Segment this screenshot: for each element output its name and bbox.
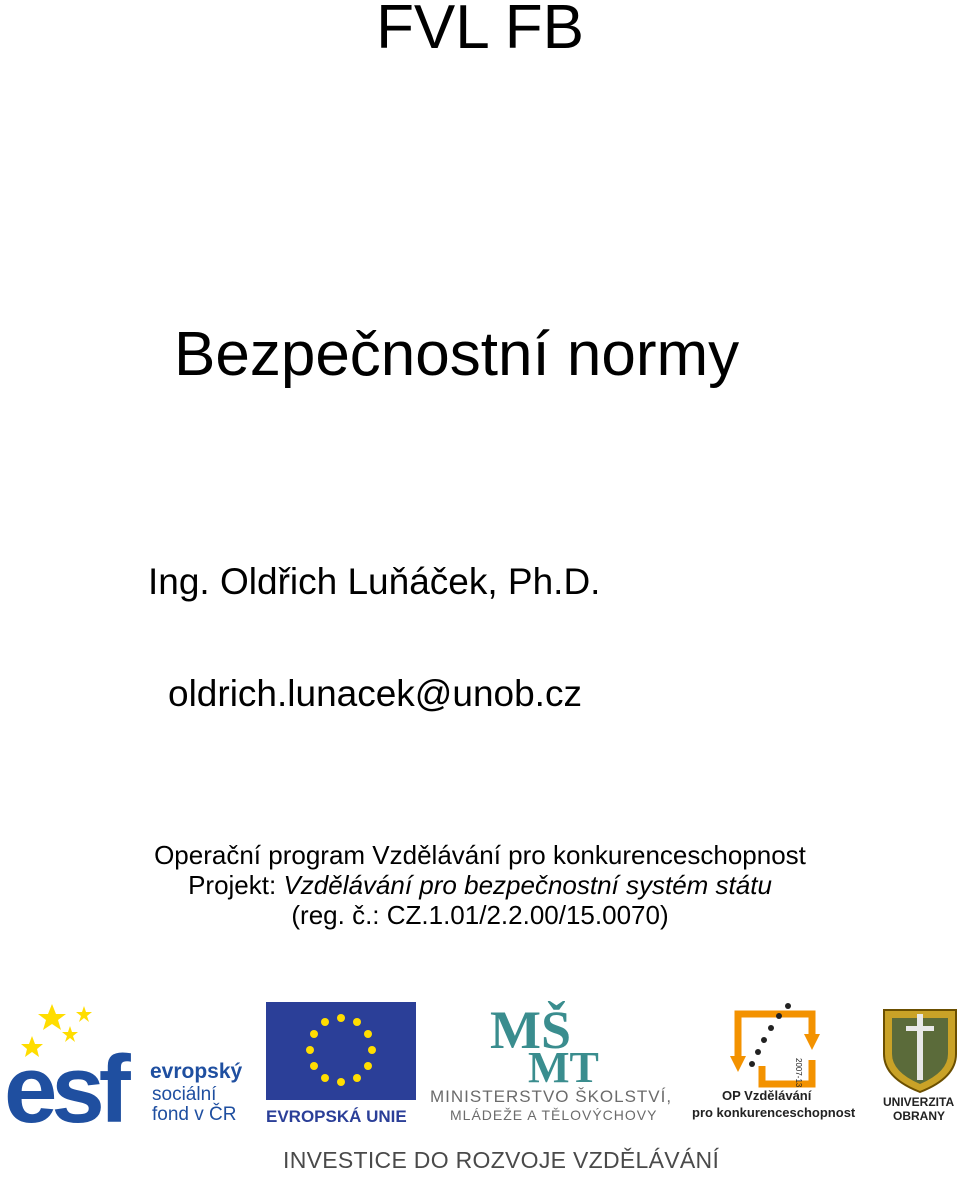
author-name: Ing. Oldřich Luňáček, Ph.D. [148,561,601,602]
op-years: 2007-13 [794,1058,803,1088]
header-text: FVL FB [376,0,584,62]
registration-line: (reg. č.: CZ.1.01/2.2.00/15.0070) [291,900,669,930]
unob-logo [883,1010,956,1123]
project-name: Vzdělávání pro bezpečnostní systém státu [283,870,772,900]
msmt-mark-top: MŠ [490,1000,571,1060]
esf-line1: evropský [150,1060,243,1083]
program-line: Operační program Vzdělávání pro konkurenceschopnost [154,840,806,870]
author-email: oldrich.lunacek@unob.cz [168,673,582,714]
op-line2: pro konkurenceschopnost [692,1105,856,1120]
msmt-logo [430,1000,672,1123]
esf-logo [4,1004,243,1128]
footer-slogan: INVESTICE DO ROZVOJE VZDĚLÁVÁNÍ [283,1147,720,1173]
unob-line1: UNIVERZITA [883,1095,955,1109]
msmt-mark-bottom: MT [528,1043,599,1092]
project-prefix: Projekt: [188,870,284,900]
logo-strip [0,996,960,1128]
unob-line2: OBRANY [893,1109,946,1123]
eu-label: EVROPSKÁ UNIE [266,1107,407,1126]
op-line1: OP Vzdělávání [722,1088,812,1103]
msmt-line2: MLÁDEŽE A TĚLOVÝCHOVY [450,1107,658,1123]
op-arrows-icon [730,1034,820,1072]
esf-line3: fond v ČR [152,1104,237,1125]
esf-letters: esf [4,1036,125,1128]
esf-line2: sociální [152,1084,217,1105]
eu-logo [266,1002,416,1126]
op-logo [692,1003,856,1120]
page-title: Bezpečnostní normy [174,320,740,389]
project-line [0,870,960,900]
msmt-line1: MINISTERSTVO ŠKOLSTVÍ, [430,1087,673,1106]
project-info [0,840,960,930]
